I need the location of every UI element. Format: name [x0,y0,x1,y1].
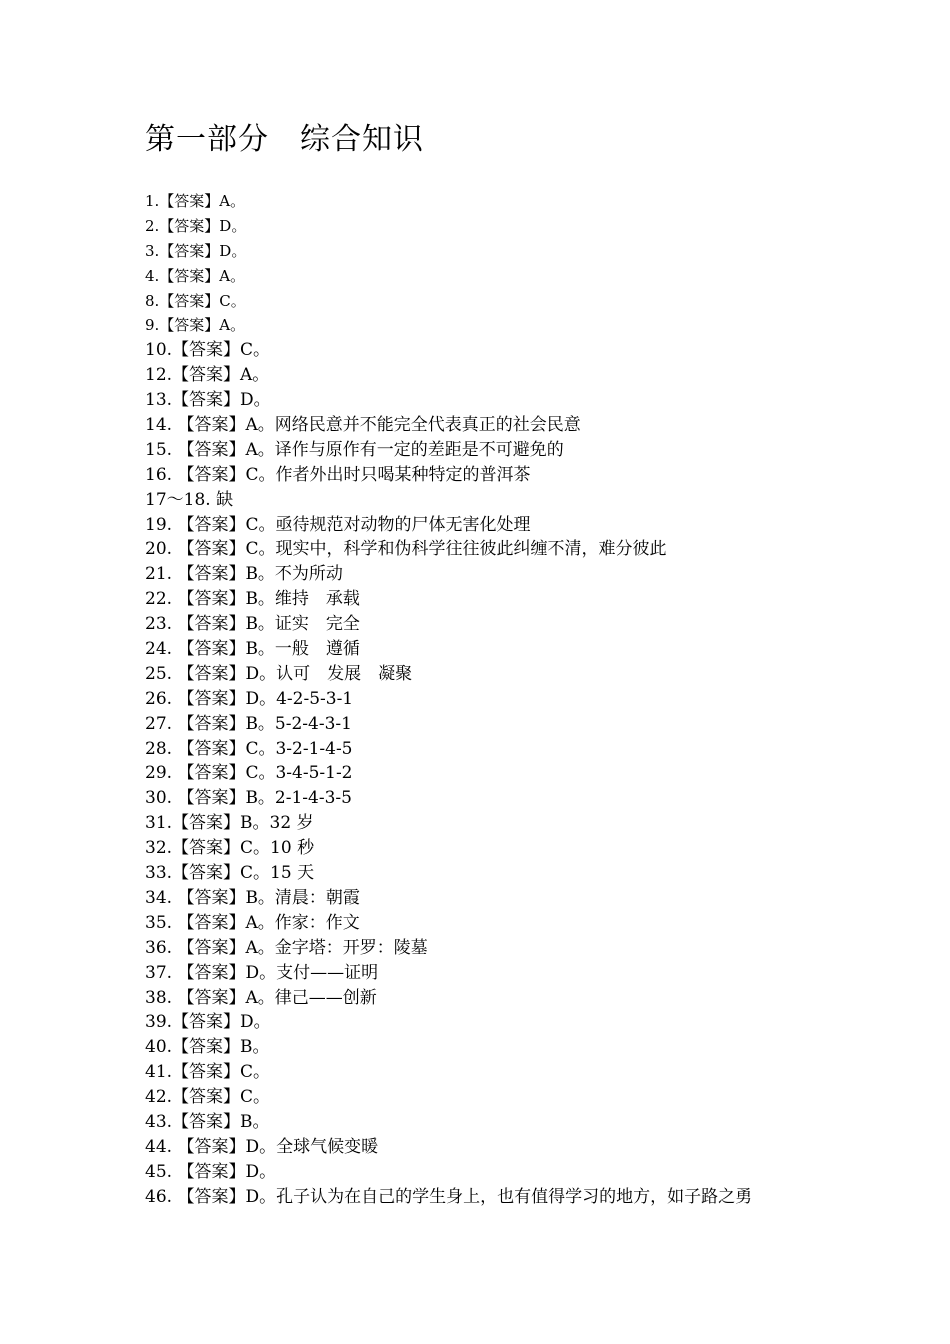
answer-line: 21. 【答案】B。不为所动 [145,564,343,585]
answer-line: 26. 【答案】D。4-2-5-3-1 [145,688,354,709]
answer-line: 2.【答案】D。 [145,216,247,235]
answer-line: 17～18. 缺 [145,489,234,510]
answer-line: 34. 【答案】B。清晨：朝霞 [145,887,360,908]
answer-line: 14. 【答案】A。网络民意并不能完全代表真正的社会民意 [145,415,581,436]
answer-line: 30. 【答案】B。2-1-4-3-5 [145,788,352,809]
answer-line: 43.【答案】B。 [145,1111,270,1132]
answer-line: 22. 【答案】B。维持 承载 [145,589,360,610]
answer-line: 12.【答案】A。 [145,365,270,386]
answer-line: 8.【答案】C。 [145,291,246,310]
answer-line: 28. 【答案】C。3-2-1-4-5 [145,738,353,759]
page-title: 第一部分 综合知识 [145,122,424,157]
answer-line: 33.【答案】C。15 天 [145,863,315,884]
answer-line: 19. 【答案】C。亟待规范对动物的尸体无害化处理 [145,514,531,535]
answer-line: 41.【答案】C。 [145,1062,271,1083]
answer-line: 45. 【答案】D。 [145,1161,277,1182]
answer-line: 25. 【答案】D。认可 发展 凝聚 [145,663,413,684]
answer-line: 1.【答案】A。 [145,192,246,210]
answer-line: 32.【答案】C。10 秒 [145,838,315,859]
answer-list [145,189,905,1210]
answer-line: 20. 【答案】C。现实中，科学和伪科学往往彼此纠缠不清，难分彼此 [145,539,667,560]
answer-line: 23. 【答案】B。证实 完全 [145,614,360,635]
answer-line: 3.【答案】D。 [145,241,247,260]
answer-line: 15. 【答案】A。译作与原作有一定的差距是不可避免的 [145,439,564,460]
answer-line: 37. 【答案】D。支付——证明 [145,962,379,983]
answer-line: 10.【答案】C。 [145,340,271,361]
answer-line: 24. 【答案】B。一般 遵循 [145,639,360,660]
answer-line: 35. 【答案】A。作家：作文 [145,912,360,933]
answer-line: 16. 【答案】C。作者外出时只喝某种特定的普洱茶 [145,464,531,485]
answer-line: 29. 【答案】C。3-4-5-1-2 [145,763,353,784]
answer-line: 40.【答案】B。 [145,1037,270,1058]
answer-line: 42.【答案】C。 [145,1087,271,1108]
answer-line: 27. 【答案】B。5-2-4-3-1 [145,713,352,734]
answer-line: 4.【答案】A。 [145,266,246,285]
answer-line: 46. 【答案】D。孔子认为在自己的学生身上，也有值得学习的地方，如子路之勇 [145,1186,753,1207]
answer-line: 39.【答案】D。 [145,1012,271,1033]
answer-line: 36. 【答案】A。金字塔：开罗：陵墓 [145,937,428,958]
answer-line: 38. 【答案】A。律己——创新 [145,987,377,1008]
answer-line: 31.【答案】B。32 岁 [145,813,314,834]
answer-line: 44. 【答案】D。全球气候变暖 [145,1136,379,1157]
answer-line: 9.【答案】A。 [145,316,246,335]
answer-line: 13.【答案】D。 [145,390,271,411]
